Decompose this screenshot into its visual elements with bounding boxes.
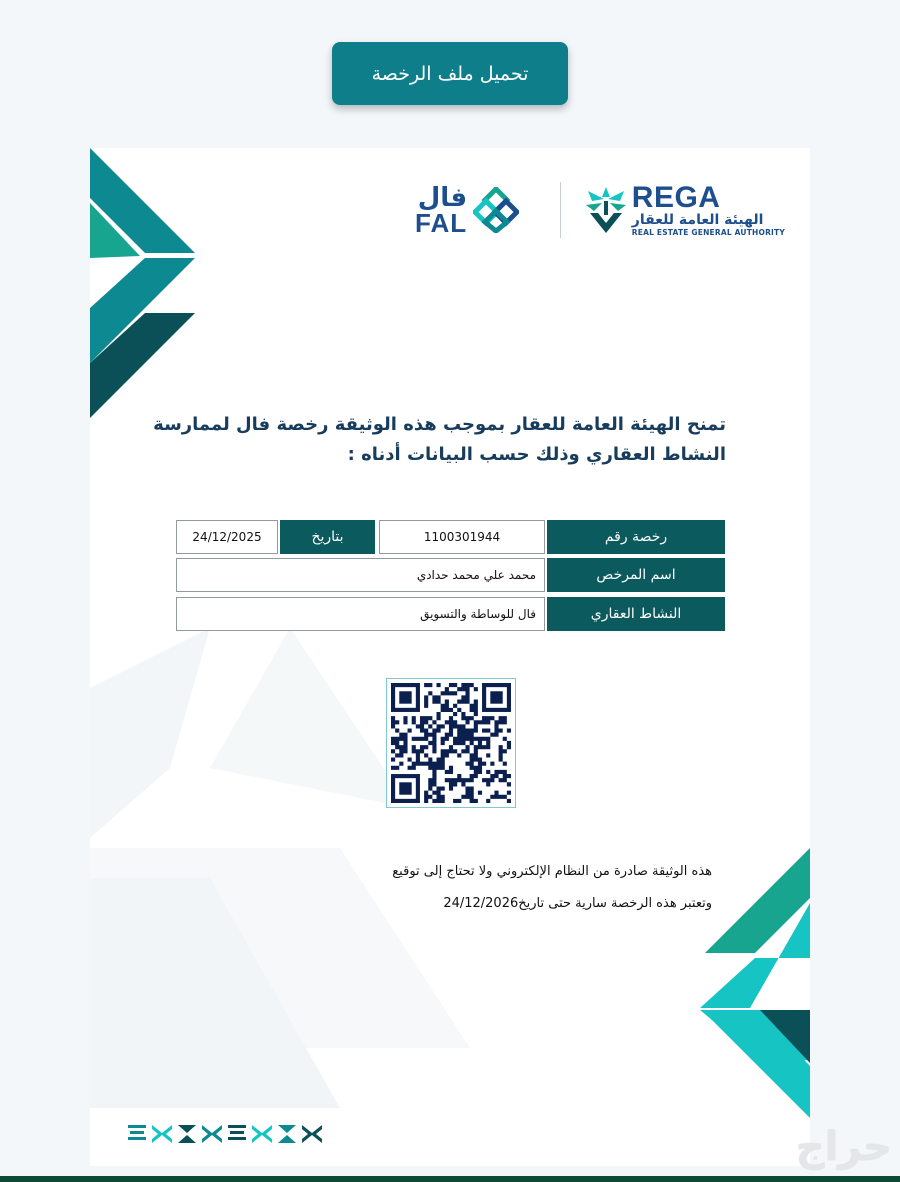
license-number-value: 1100301944	[379, 520, 545, 554]
fal-arabic-name: فال	[417, 183, 468, 213]
electronic-document-note	[292, 856, 712, 920]
logos-header	[415, 180, 785, 240]
rega-palm-icon	[584, 183, 628, 237]
intro-paragraph	[146, 410, 726, 470]
fal-diamond-icon	[473, 187, 519, 233]
fal-logo	[415, 180, 519, 240]
ornament-icon	[128, 1123, 324, 1145]
activity-value: فال للوساطة والتسويق	[176, 597, 545, 631]
note-line-2: وتعتبر هذه الرخصة سارية حتى تاريخ24/12/2026	[443, 896, 712, 911]
top-left-chevron-decoration	[90, 148, 200, 423]
bottom-bar	[0, 1176, 900, 1182]
licensee-name-value: محمد علي محمد حدادي	[176, 558, 545, 592]
haraj-watermark: حراج	[795, 1124, 892, 1170]
qr-code[interactable]	[386, 678, 516, 808]
licensee-name-label: اسم المرخص	[547, 558, 725, 592]
activity-label: النشاط العقاري	[547, 597, 725, 631]
rega-arabic-name: الهيئة العامة للعقار	[631, 211, 764, 228]
rega-english-name: REAL ESTATE GENERAL AUTHORITY	[631, 227, 785, 237]
license-date-value: 24/12/2025	[176, 520, 278, 554]
note-line-1: هذه الوثيقة صادرة من النظام الإلكتروني ولا تحتاج إلى توقيع	[392, 864, 712, 879]
logo-divider	[560, 182, 561, 238]
date-label: بتاريخ	[280, 520, 375, 554]
license-document	[90, 148, 810, 1166]
license-number-label: رخصة رقم	[547, 520, 725, 554]
intro-line-1: تمنح الهيئة العامة للعقار بموجب هذه الوثيقة رخصة فال لممارسة	[153, 414, 726, 435]
bottom-right-chevron-decoration	[700, 848, 810, 1123]
fal-english-name: FAL	[415, 208, 468, 238]
intro-line-2: النشاط العقاري وذلك حسب البيانات أدناه :	[347, 444, 726, 465]
rega-name: REGA	[631, 180, 721, 214]
qr-code-image	[387, 679, 515, 807]
bottom-ornament-pattern	[128, 1123, 324, 1145]
download-license-button[interactable]: تحميل ملف الرخصة	[332, 42, 568, 105]
rega-logo	[584, 180, 785, 240]
